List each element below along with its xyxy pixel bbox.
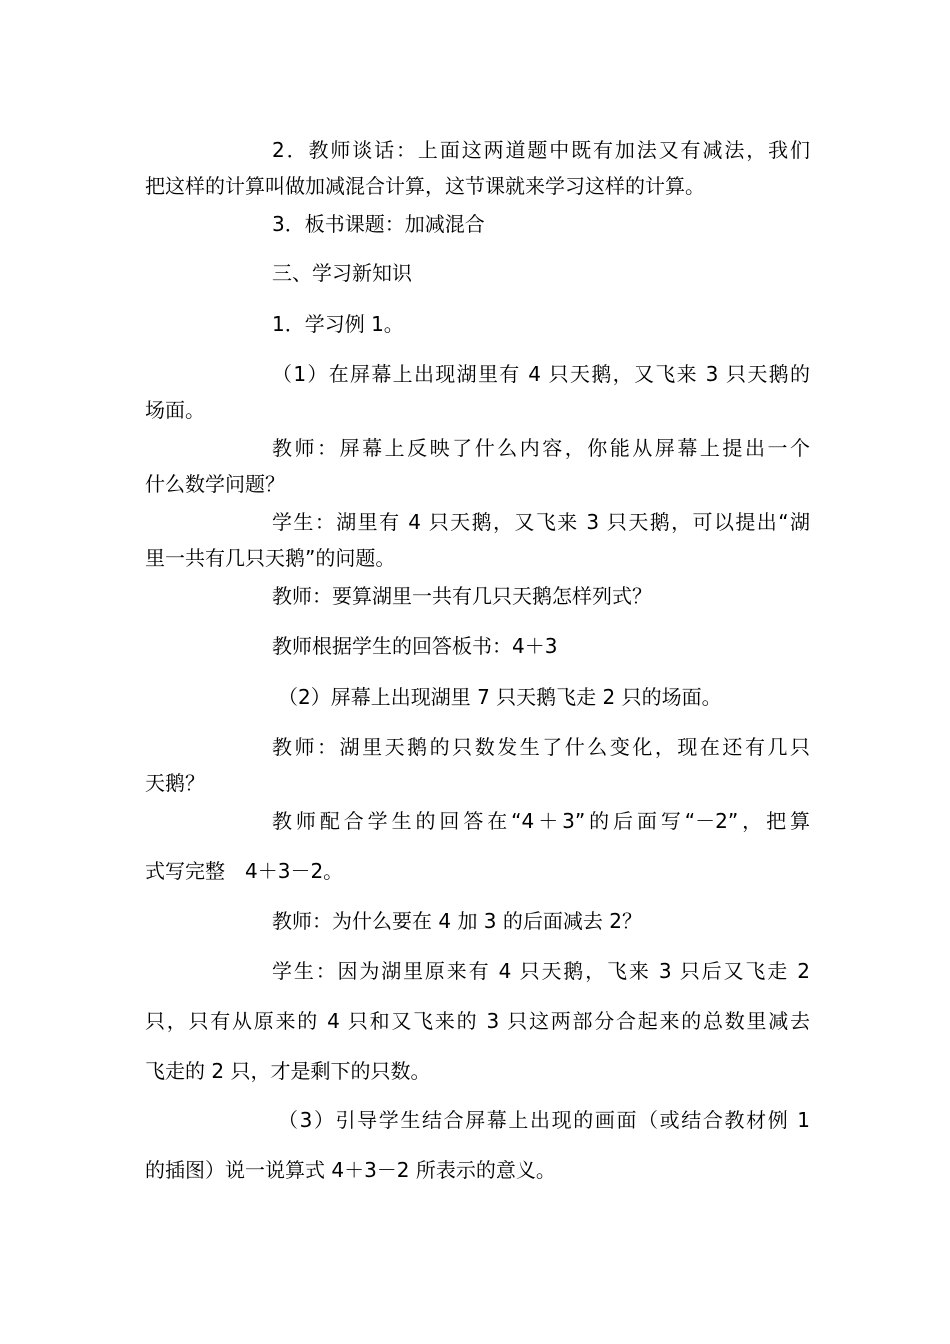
paragraph-line: 学生：因为湖里原来有 4 只天鹅，飞来 3 只后又飞走 2 bbox=[272, 959, 810, 983]
paragraph-line: 教师根据学生的回答板书：4＋3 bbox=[272, 634, 558, 658]
paragraph-line: 里一共有几只天鹅”的问题。 bbox=[145, 546, 396, 570]
paragraph-line: 场面。 bbox=[145, 398, 205, 422]
paragraph-line: 什么数学问题？ bbox=[145, 472, 285, 496]
paragraph-line: 教师配合学生的回答在“4＋3”的后面写“－2”，把算 bbox=[272, 809, 810, 833]
paragraph-line: 教师：屏幕上反映了什么内容，你能从屏幕上提出一个 bbox=[272, 436, 810, 460]
paragraph-line: 只，只有从原来的 4 只和又飞来的 3 只这两部分合起来的总数里减去 bbox=[145, 1009, 810, 1033]
paragraph-line: 教师：湖里天鹅的只数发生了什么变化，现在还有几只 bbox=[272, 735, 810, 759]
paragraph-line: （1）在屏幕上出现湖里有 4 只天鹅，又飞来 3 只天鹅的 bbox=[272, 362, 810, 386]
paragraph-line: 飞走的 2 只，才是剩下的只数。 bbox=[145, 1059, 431, 1083]
paragraph-line: 式写完整 4＋3－2。 bbox=[145, 859, 344, 883]
paragraph-line: 1．学习例 1。 bbox=[272, 312, 404, 336]
paragraph-line: 教师：为什么要在 4 加 3 的后面减去 2？ bbox=[272, 909, 642, 933]
paragraph-line: 2．教师谈话：上面这两道题中既有加法又有减法，我们 bbox=[272, 138, 810, 162]
paragraph-line: （3）引导学生结合屏幕上出现的画面（或结合教材例 1 bbox=[278, 1108, 810, 1132]
section-heading: 三、学习新知识 bbox=[272, 261, 412, 285]
paragraph-line: （2）屏幕上出现湖里 7 只天鹅飞走 2 只的场面。 bbox=[278, 685, 722, 709]
paragraph-line: 学生：湖里有 4 只天鹅，又飞来 3 只天鹅，可以提出“湖 bbox=[272, 510, 810, 534]
paragraph-line: 3．板书课题：加减混合 bbox=[272, 212, 485, 236]
paragraph-line: 天鹅？ bbox=[145, 771, 205, 795]
paragraph-line: 的插图）说一说算式 4＋3－2 所表示的意义。 bbox=[145, 1158, 556, 1182]
paragraph-line: 把这样的计算叫做加减混合计算，这节课就来学习这样的计算。 bbox=[145, 174, 705, 198]
paragraph-line: 教师：要算湖里一共有几只天鹅怎样列式？ bbox=[272, 584, 652, 608]
